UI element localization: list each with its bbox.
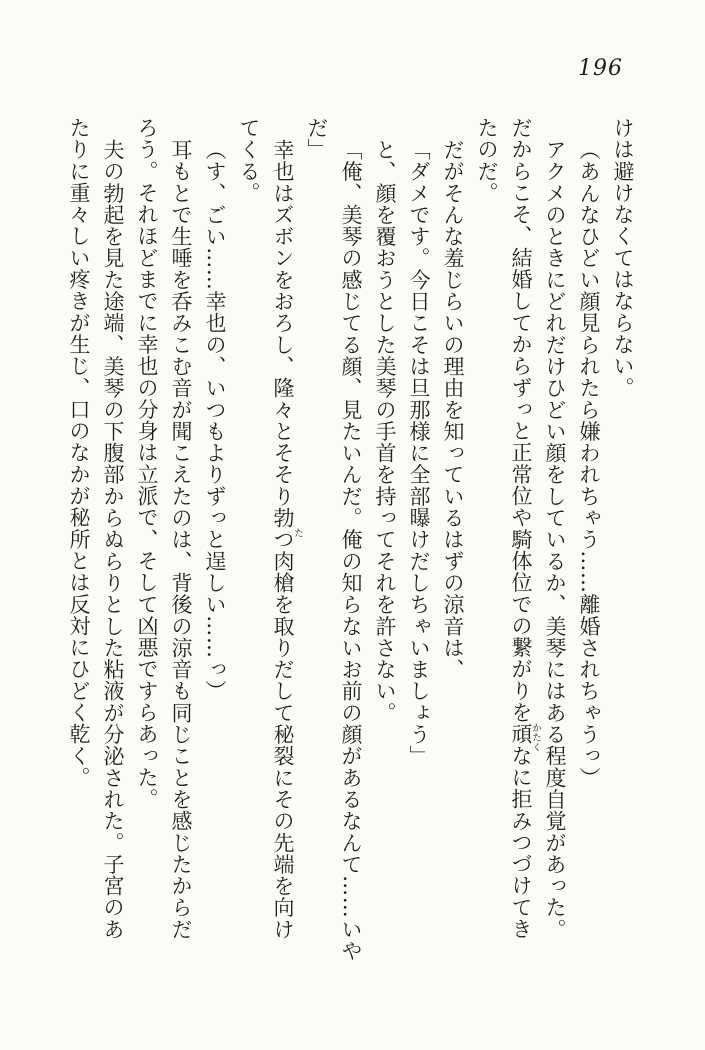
text-columns bbox=[62, 117, 640, 962]
text-column: アクメのときにどれだけひどい顔をしているか、美琴にはある程度自覚があった。 bbox=[543, 138, 567, 940]
furigana: かたく bbox=[530, 723, 541, 752]
text-column: だがそんな羞じらいの理由を知っているはずの涼音は、 bbox=[441, 138, 465, 680]
text-column: てくる。 bbox=[237, 117, 261, 204]
text-column: けは避けなくてはならない。 bbox=[611, 117, 635, 399]
text-column: だ」 bbox=[305, 117, 329, 161]
text-column: 「ダメです。今日こそは旦那様に全部曝けだしちゃいましょう」 bbox=[407, 138, 431, 767]
text-column: たりに重々しい疼きが生じ、口のなかが秘所とは反対にひどく乾く。 bbox=[67, 117, 91, 789]
text-column: 夫の勃起を見た途端、美琴の下腹部からぬらりとした粘液が分泌された。子宮のあ bbox=[101, 138, 125, 940]
text-column: 耳もとで生唾を呑みこむ音が聞こえたのは、背後の涼音も同じことを感じたからだ bbox=[169, 138, 193, 940]
text-column: だからこそ、結婚してからずっと正常位や騎体位での繋がりを頑なに拒みつづけてき かたく bbox=[509, 117, 541, 940]
text-column: （す、ごい……幸也の、いつもよりずっと逞しい……っ） bbox=[203, 138, 227, 702]
page-number: 196 bbox=[578, 56, 623, 81]
furigana: た bbox=[292, 528, 303, 538]
text-column: （あんなひどい顔見られたら嫌われちゃう……離婚されちゃうっ） bbox=[577, 138, 601, 789]
text-column: たのだ。 bbox=[475, 117, 499, 204]
text-column: 「俺、美琴の感じてる顔、見たいんだ。俺の知らないお前の顔があるなんて……いや bbox=[339, 138, 363, 962]
text-column: と、顔を覆おうとした美琴の手首を持ってそれを許さない。 bbox=[373, 138, 397, 724]
text-column: ろう。それほどまでに幸也の分身は立派で、そして凶悪ですらあった。 bbox=[135, 117, 159, 810]
text-column: 幸也はズボンをおろし、隆々とそそり勃つ肉槍を取りだして秘裂にその先端を向け た bbox=[271, 138, 303, 940]
